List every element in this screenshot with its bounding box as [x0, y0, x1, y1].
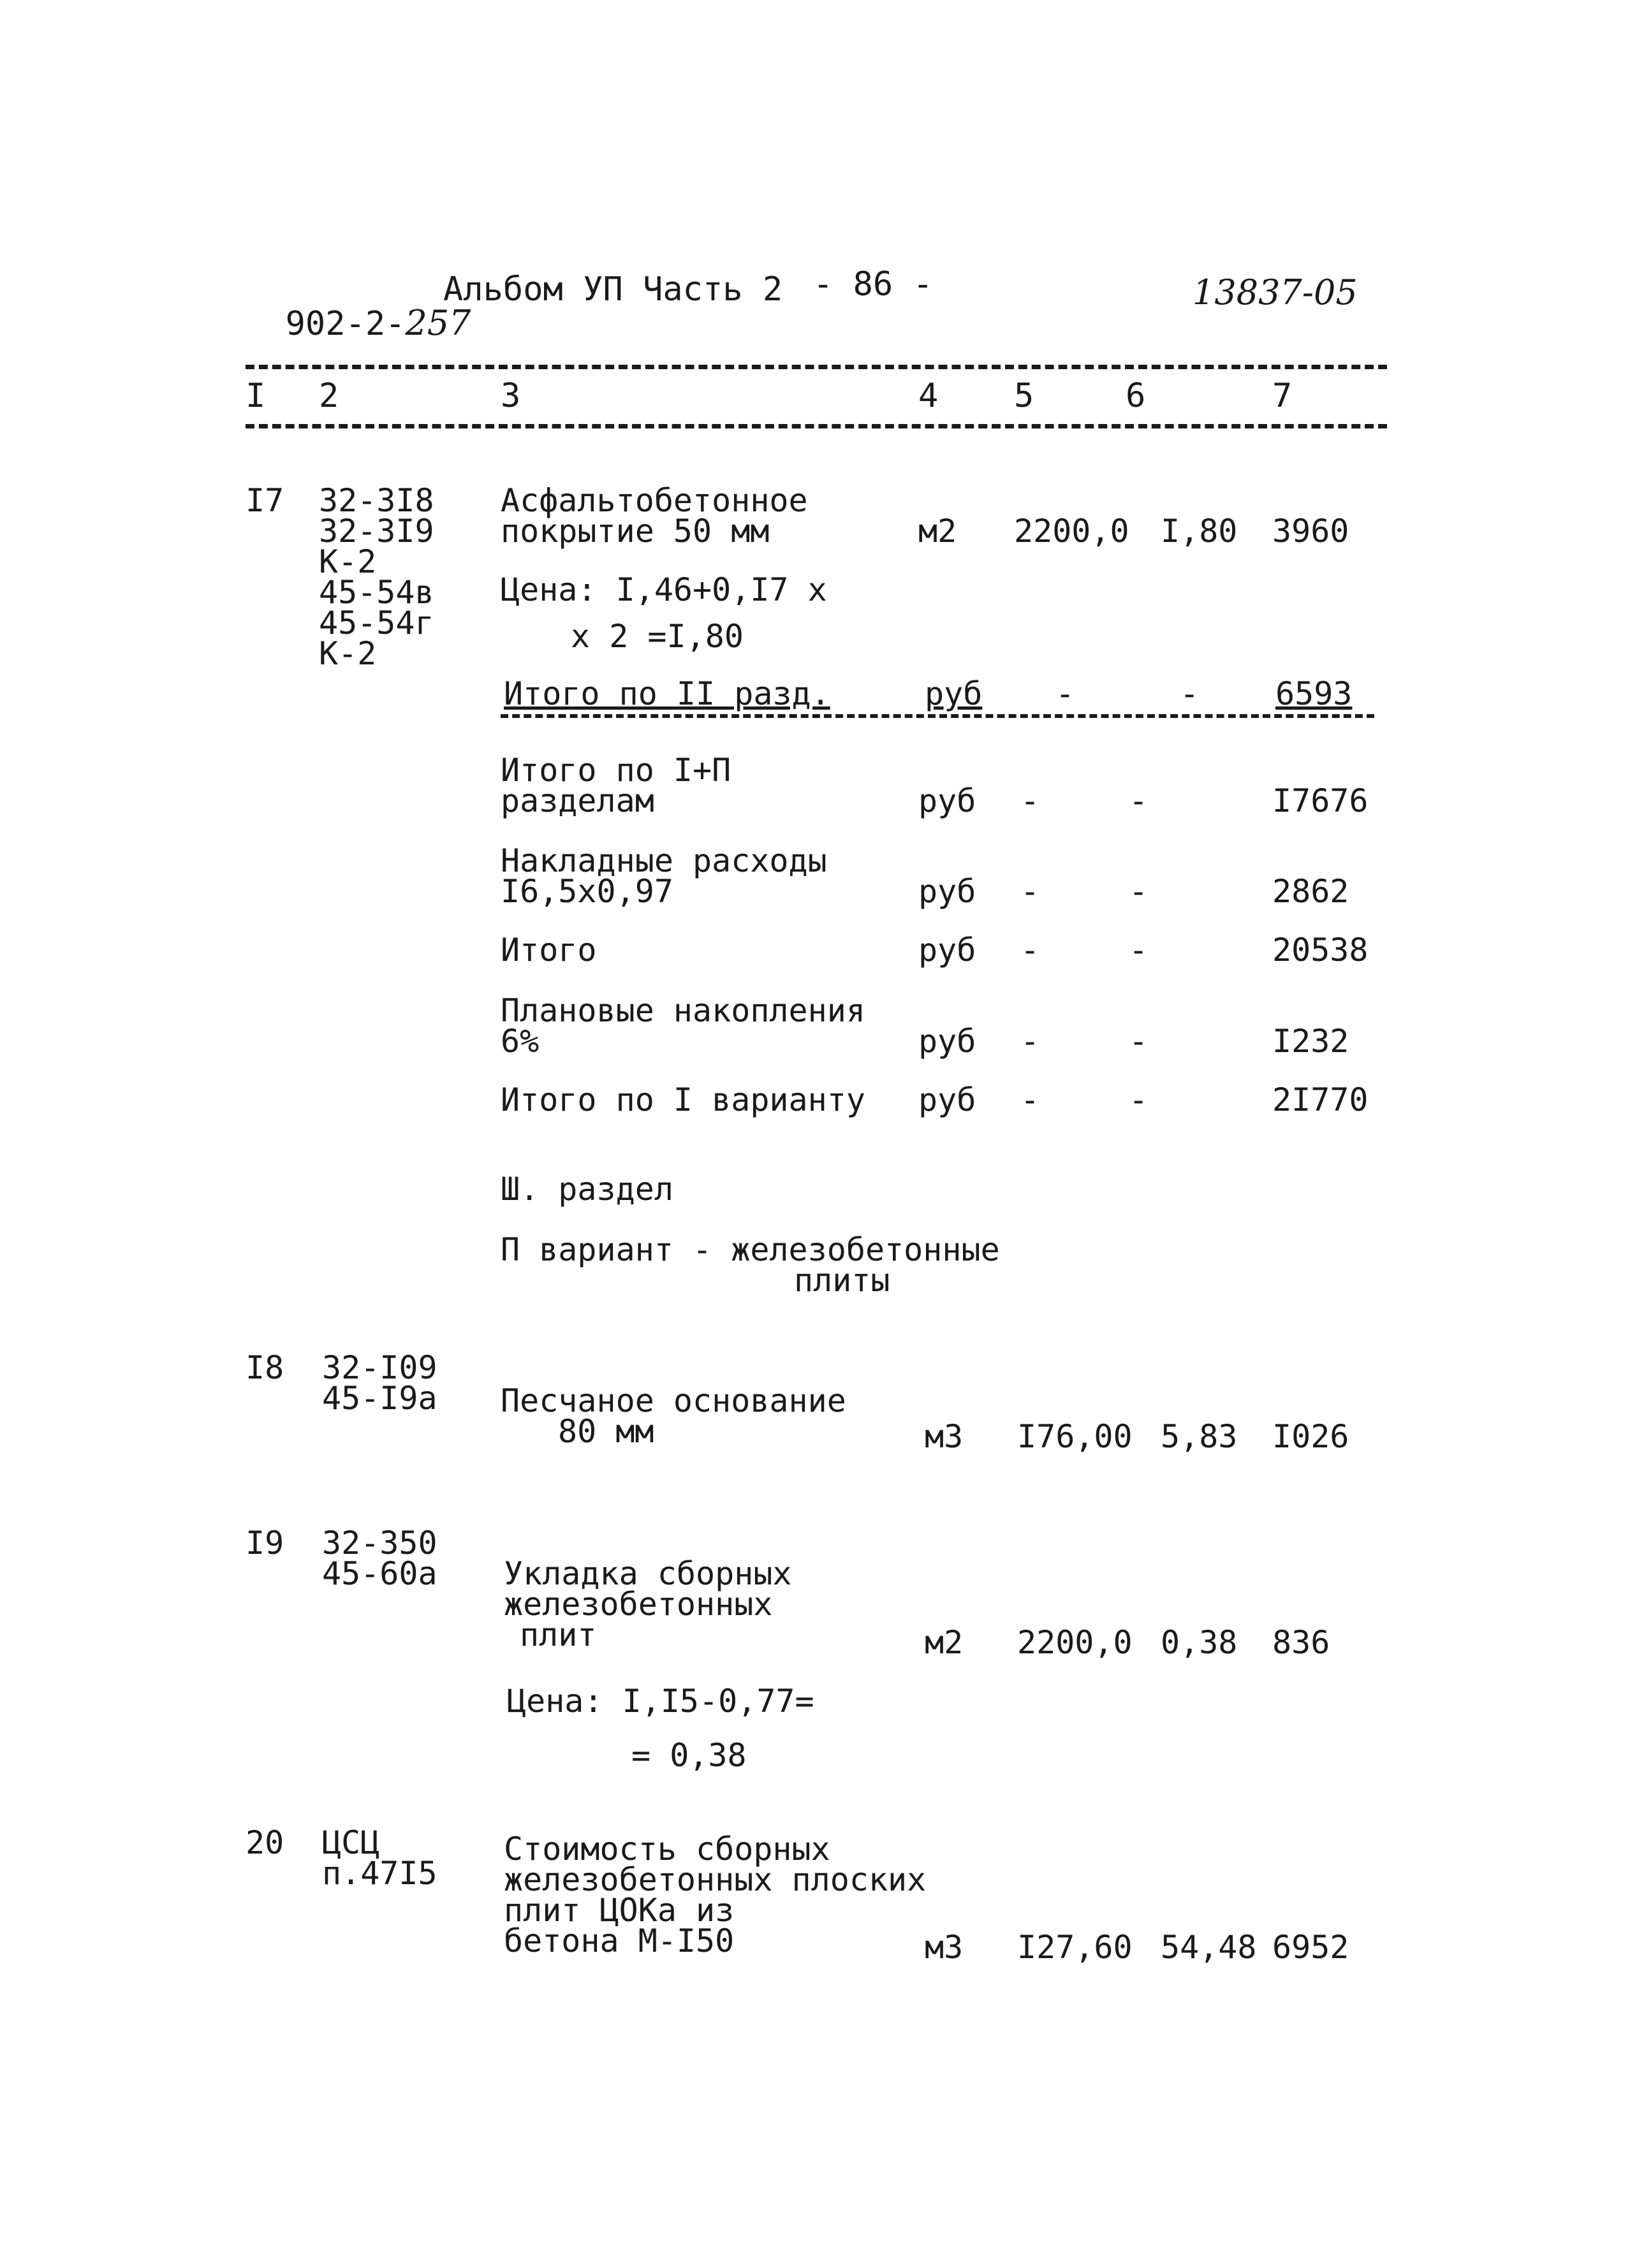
overhead-price: -: [1129, 873, 1149, 910]
overhead-quantity: -: [1020, 873, 1040, 910]
document-series: [246, 273, 471, 343]
row-quantity: 2200,0: [1014, 513, 1129, 550]
subtotal-price: -: [1180, 675, 1200, 712]
row-unit: м3: [925, 1929, 964, 1966]
row-name: железобетонных: [504, 1586, 773, 1623]
column-header-2: 2: [319, 377, 339, 415]
row-name: Песчаное основание: [501, 1382, 846, 1419]
variant-title: плиты: [794, 1262, 890, 1299]
row-code: К-2: [319, 635, 377, 672]
total-quantity: -: [1020, 782, 1040, 819]
total-price: -: [1129, 782, 1149, 819]
document-stamp-handwritten: 13837-05: [1193, 272, 1358, 312]
row-code: 45-60а: [322, 1555, 437, 1592]
variant-total-price: -: [1129, 1081, 1149, 1118]
row-price: I,80: [1161, 513, 1238, 550]
savings-quantity: -: [1020, 1023, 1040, 1060]
section-title: Ш. раздел: [501, 1171, 673, 1208]
variant-total-sum: 2I770: [1272, 1081, 1369, 1118]
variant-total-unit: руб: [918, 1081, 976, 1118]
row-name: Асфальтобетонное: [501, 482, 808, 519]
total-sum: 20538: [1272, 932, 1369, 969]
savings-sum: I232: [1272, 1023, 1349, 1060]
page-number: - 86 -: [813, 265, 933, 304]
header-top-rule: [246, 365, 1387, 369]
row-code: п.47I5: [322, 1855, 437, 1892]
row-number: I8: [246, 1349, 284, 1386]
series-code: 902-2-: [285, 305, 406, 343]
row-name: 80 мм: [558, 1413, 654, 1450]
total-unit: руб: [918, 782, 976, 819]
row-code: 45-54г: [319, 604, 434, 641]
column-header-5: 5: [1014, 377, 1034, 415]
total-price: -: [1129, 932, 1149, 969]
series-number-handwritten: 257: [405, 303, 471, 343]
row-number: I7: [246, 482, 284, 519]
row-price: 5,83: [1161, 1418, 1238, 1455]
row-code: 45-54в: [319, 574, 434, 611]
variant-total-quantity: -: [1020, 1081, 1040, 1118]
row-quantity: I27,60: [1017, 1929, 1133, 1966]
row-price: 54,48: [1161, 1929, 1257, 1966]
row-quantity: I76,00: [1017, 1418, 1133, 1455]
row-sum: 836: [1272, 1624, 1330, 1661]
column-header-6: 6: [1126, 377, 1146, 415]
row-name: железобетонных плоских: [504, 1861, 927, 1898]
subtotal-quantity: -: [1055, 675, 1075, 712]
total-quantity: -: [1020, 932, 1040, 969]
row-name: бетона М-I50: [504, 1922, 735, 1959]
row-code: 32-3I9: [319, 513, 434, 550]
row-unit: м2: [925, 1624, 964, 1661]
overhead-sum: 2862: [1272, 873, 1349, 910]
subtotal-unit: руб: [925, 675, 983, 712]
row-name: плит: [520, 1616, 597, 1653]
subtotal-rule: [501, 714, 1374, 718]
row-price-note: х 2 =I,80: [571, 618, 744, 655]
total-unit: руб: [918, 932, 976, 969]
row-name: Стоимость сборных: [504, 1831, 830, 1868]
subtotal-sum: 6593: [1275, 675, 1353, 712]
savings-label: Плановые накопления: [501, 992, 865, 1029]
row-unit: м3: [925, 1418, 964, 1455]
savings-unit: руб: [918, 1023, 976, 1060]
row-code: К-2: [319, 543, 377, 580]
album-title: Альбом УП Часть 2: [443, 270, 783, 309]
row-name: плит ЦОКа из: [504, 1892, 735, 1929]
row-code: ЦСЦ: [322, 1824, 380, 1861]
savings-label: 6%: [501, 1023, 540, 1060]
total-sum: I7676: [1272, 782, 1369, 819]
row-code: 32-3I8: [319, 482, 434, 519]
overhead-label: I6,5х0,97: [501, 873, 673, 910]
variant-title: П вариант - железобетонные: [501, 1231, 1000, 1268]
row-unit: м2: [918, 513, 957, 550]
row-number: I9: [246, 1525, 284, 1562]
overhead-label: Накладные расходы: [501, 842, 827, 879]
row-code: 32-I09: [322, 1349, 437, 1386]
column-header-1: I: [246, 377, 266, 415]
column-header-7: 7: [1272, 377, 1293, 415]
row-price-note: = 0,38: [631, 1737, 747, 1774]
row-sum: 3960: [1272, 513, 1349, 550]
column-header-3: 3: [501, 377, 521, 415]
row-price: 0,38: [1161, 1624, 1238, 1661]
header-bottom-rule: [246, 424, 1387, 428]
savings-price: -: [1129, 1023, 1149, 1060]
row-name: покрытие 50 мм: [501, 513, 770, 550]
row-price-note: Цена: I,46+0,I7 х: [501, 571, 827, 608]
variant-total-label: Итого по I варианту: [501, 1081, 865, 1118]
total-label: Итого: [501, 932, 597, 969]
row-quantity: 2200,0: [1017, 1624, 1133, 1661]
row-number: 20: [246, 1824, 284, 1861]
column-header-4: 4: [918, 377, 939, 415]
subtotal-label: Итого по II разд.: [504, 675, 830, 712]
total-label: разделам: [501, 782, 654, 819]
row-sum: I026: [1272, 1418, 1349, 1455]
row-sum: 6952: [1272, 1929, 1349, 1966]
row-name: Укладка сборных: [504, 1555, 792, 1592]
total-label: Итого по I+П: [501, 752, 731, 789]
overhead-unit: руб: [918, 873, 976, 910]
row-code: 32-350: [322, 1525, 437, 1562]
row-code: 45-I9а: [322, 1380, 437, 1417]
row-price-note: Цена: I,I5-0,77=: [507, 1683, 814, 1720]
